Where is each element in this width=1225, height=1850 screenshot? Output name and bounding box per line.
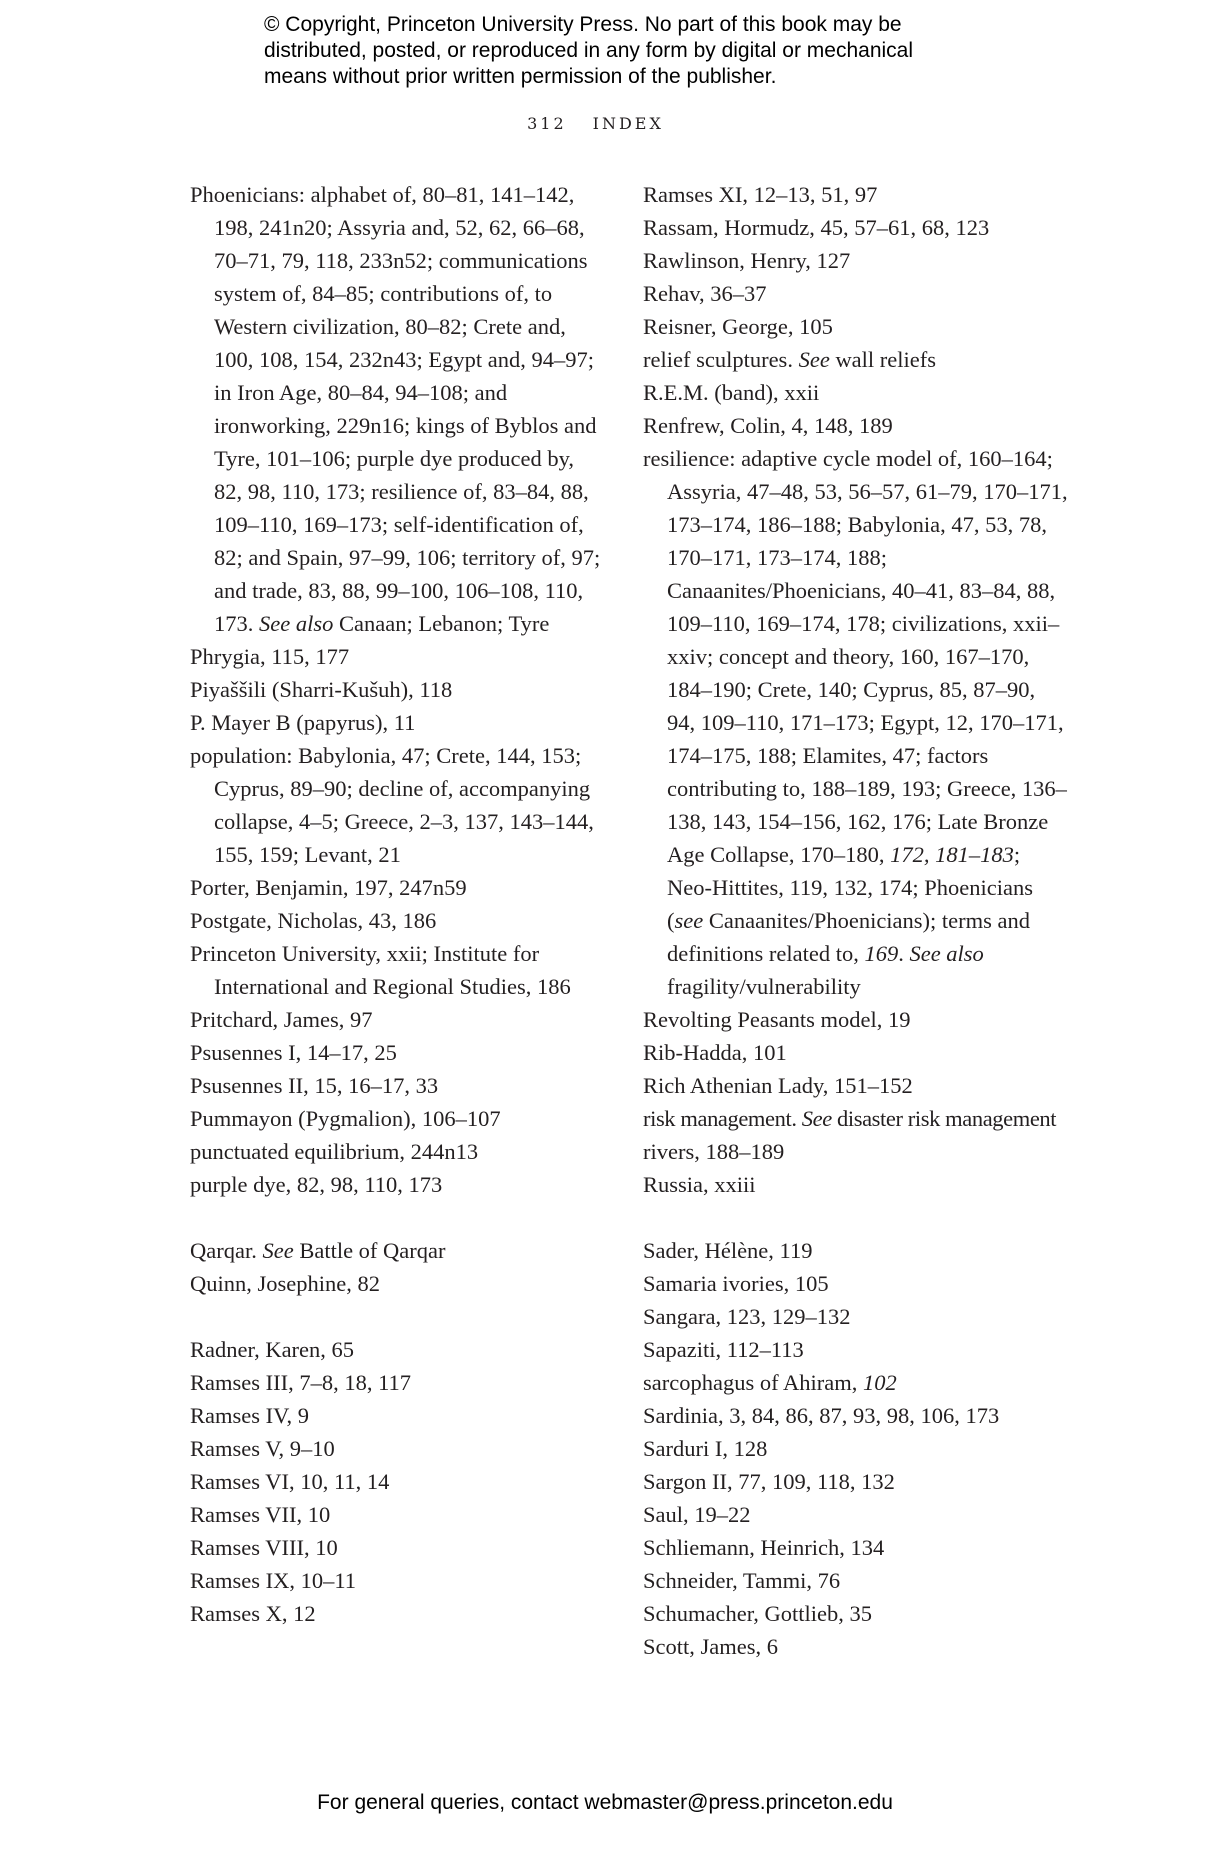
index-entry: population: Babylonia, 47; Crete, 144, 153; Cyprus, 89–90; decline of, accompanying collapse, 4–5; Greece, 2–3, 137, 143–144, 155, 159; Levant, 21 — [190, 743, 594, 867]
copyright-notice — [264, 12, 1024, 90]
index-entry: Ramses VII, 10 — [190, 1502, 331, 1527]
letter-group-gap — [190, 1201, 602, 1234]
index-entry — [643, 442, 1068, 1003]
running-head — [0, 114, 1225, 133]
copyright-line: distributed, posted, or reproduced in any form by digital or mechanical — [264, 39, 914, 62]
letter-group-gap — [643, 1201, 1068, 1234]
index-entry: Radner, Karen, 65 — [190, 1337, 355, 1362]
entry-text: sarcophagus of Ahiram, — [643, 1370, 863, 1395]
entry-text: disaster risk management — [831, 1106, 1057, 1131]
entry-text: . — [898, 941, 910, 966]
index-entry — [643, 343, 1068, 376]
copyright-line: © Copyright, Princeton University Press. No part of this book may be — [264, 13, 902, 36]
see-label: See — [801, 1106, 832, 1131]
index-entry — [643, 1366, 1068, 1399]
entry-text: risk management. — [643, 1106, 802, 1131]
index-entry: Ramses XI, 12–13, 51, 97 — [643, 182, 878, 207]
index-entry — [190, 1234, 602, 1267]
index-entry: Sapaziti, 112–113 — [643, 1337, 804, 1362]
index-entry: Ramses V, 9–10 — [190, 1436, 335, 1461]
italic-page-ref: 169 — [864, 941, 899, 966]
index-entry: Ramses X, 12 — [190, 1601, 316, 1626]
index-entry: Ramses IV, 9 — [190, 1403, 309, 1428]
index-entry: Ramses IX, 10–11 — [190, 1568, 357, 1593]
entry-text: Qarqar. — [190, 1238, 263, 1263]
see-also-label: See also — [259, 611, 334, 636]
index-entry: Renfrew, Colin, 4, 148, 189 — [643, 413, 893, 438]
index-column-right — [643, 178, 1068, 1663]
index-column-left — [190, 178, 602, 1630]
entry-text: relief sculptures. — [643, 347, 799, 372]
entry-text: Canaanites/Phoenicians); terms and definitions related to, — [667, 908, 1031, 966]
index-entry: Phrygia, 115, 177 — [190, 644, 350, 669]
italic-page-ref: 102 — [862, 1370, 897, 1395]
index-entry: Sangara, 123, 129–132 — [643, 1304, 851, 1329]
entry-text: Battle of Qarqar — [293, 1238, 446, 1263]
letter-group-gap — [190, 1300, 602, 1333]
index-entry: Psusennes II, 15, 16–17, 33 — [190, 1073, 439, 1098]
see-label: see — [674, 908, 704, 933]
index-entry: rivers, 188–189 — [643, 1139, 785, 1164]
index-entry: punctuated equilibrium, 244n13 — [190, 1139, 479, 1164]
index-entry: purple dye, 82, 98, 110, 173 — [190, 1172, 443, 1197]
index-entry: Sargon II, 77, 109, 118, 132 — [643, 1469, 895, 1494]
index-entry: Ramses VIII, 10 — [190, 1535, 338, 1560]
index-entry: Rassam, Hormudz, 45, 57–61, 68, 123 — [643, 215, 990, 240]
index-entry: Rib-Hadda, 101 — [643, 1040, 787, 1065]
index-entry: Rehav, 36–37 — [643, 281, 767, 306]
footer-contact: For general queries, contact webmaster@press.princeton.edu — [317, 1791, 893, 1814]
index-entry: Postgate, Nicholas, 43, 186 — [190, 908, 437, 933]
index-entry: Schumacher, Gottlieb, 35 — [643, 1601, 873, 1626]
entry-text: wall reliefs — [829, 347, 937, 372]
index-entry: Rawlinson, Henry, 127 — [643, 248, 851, 273]
italic-page-ref: 172, 181–183 — [890, 842, 1014, 867]
index-entry: Sardinia, 3, 84, 86, 87, 93, 98, 106, 173 — [643, 1403, 1000, 1428]
section-title: INDEX — [592, 114, 664, 133]
index-entry: Piyaššili (Sharri-Kušuh), 118 — [190, 677, 453, 702]
see-also-label: See also — [909, 941, 984, 966]
index-entry: Ramses III, 7–8, 18, 117 — [190, 1370, 412, 1395]
index-entry: Sader, Hélène, 119 — [643, 1238, 813, 1263]
index-entry: P. Mayer B (papyrus), 11 — [190, 710, 416, 735]
index-entry: Pritchard, James, 97 — [190, 1007, 373, 1032]
index-entry: Samaria ivories, 105 — [643, 1271, 829, 1296]
page-number: 312 — [527, 114, 567, 133]
index-entry: Revolting Peasants model, 19 — [643, 1007, 911, 1032]
index-entry: Pummayon (Pygmalion), 106–107 — [190, 1106, 501, 1131]
entry-text: Phoenicians: alphabet of, 80–81, 141–142, 198, 241n20; Assyria and, 52, 62, 66–68, 70–71, 79, 118, 233n52; communications system of, 84–85; contributions of, to Western civilization, 80–82; Crete and, 100, 108, 154, 232n43; Egypt and, 94–97; in Iron Age, 80–84, 94–108; and ironworking, 229n16; kings of Byblos and Tyre, 101–106; purple dye produced by, 82, 98, 110, 173; resilience of, 83–84, 88, 109–110, 169–173; self-identification of, 82; and Spain, 97–99, 106; territory of, 97; and trade, 83, 88, 99–100, 106–108, 110, 173. — [190, 182, 601, 636]
index-entry: Sarduri I, 128 — [643, 1436, 768, 1461]
entry-text: fragility/vulnerability — [667, 974, 861, 999]
index-entry: Princeton University, xxii; Institute for International and Regional Studies, 186 — [190, 941, 571, 999]
see-label: See — [262, 1238, 294, 1263]
entry-text: Canaan; Lebanon; Tyre — [333, 611, 550, 636]
index-entry: Saul, 19–22 — [643, 1502, 751, 1527]
index-entry: Porter, Benjamin, 197, 247n59 — [190, 875, 467, 900]
index-entry: Quinn, Josephine, 82 — [190, 1271, 380, 1296]
index-entry: Reisner, George, 105 — [643, 314, 833, 339]
entry-text: resilience: adaptive cycle model of, 160–164; Assyria, 47–48, 53, 56–57, 61–79, 170–171, 173–174, 186–188; Babylonia, 47, 53, 78, 170–171, 173–174, 188; Canaanites/Phoenicians, 40–41, 83–84, 88, 109–110, 169–174, 178; civilizations, xxii–xxiv; concept and theory, 160, 167–170, 184–190; Crete, 140; Cyprus, 85, 87–90, 94, 109–110, 171–173; Egypt, 12, 170–171, 174–175, 188; Elamites, 47; factors contributing to, 188–189, 193; Greece, 136–138, 143, 154–156, 162, 176; Late Bronze Age Collapse, 170–180, — [643, 446, 1068, 867]
index-entry: R.E.M. (band), xxii — [643, 380, 820, 405]
entry-text: ; Neo-Hittites, 119, 132, 174; Phoenicians ( — [667, 842, 1033, 933]
index-entry: Psusennes I, 14–17, 25 — [190, 1040, 397, 1065]
index-entry — [643, 1102, 1068, 1135]
copyright-line: means without prior written permission of the publisher. — [264, 65, 777, 88]
index-entry: Scott, James, 6 — [643, 1634, 778, 1659]
index-entry: Schliemann, Heinrich, 134 — [643, 1535, 885, 1560]
index-entry: Ramses VI, 10, 11, 14 — [190, 1469, 390, 1494]
see-label: See — [798, 347, 830, 372]
index-entry — [190, 178, 602, 640]
index-entry: Russia, xxiii — [643, 1172, 756, 1197]
index-entry: Rich Athenian Lady, 151–152 — [643, 1073, 913, 1098]
index-entry: Schneider, Tammi, 76 — [643, 1568, 841, 1593]
